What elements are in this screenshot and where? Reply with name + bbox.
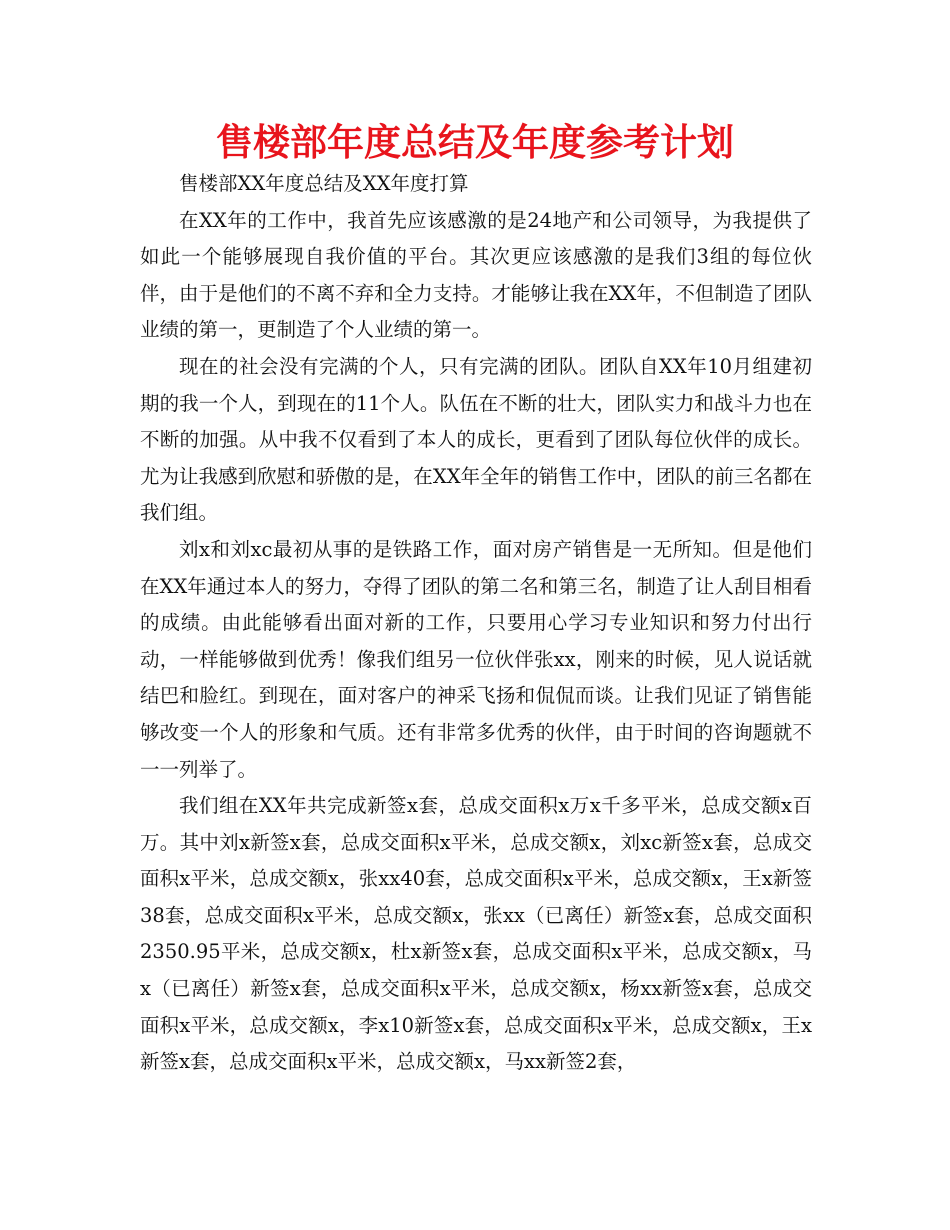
body-paragraph: 现在的社会没有完满的个人，只有完满的团队。团队自XX年10月组建初期的我一个人，到现在的11个人。队伍在不断的壮大，团队实力和战斗力也在不断的加强。从中我不仅看到了本人的成长，更看到了团队每位伙伴的成长。尤为让我感到欣慰和骄傲的是，在XX年全年的销售工作中，团队的前三名都在我们组。 (140, 354, 812, 525)
body-paragraph: 我们组在XX年共完成新签x套，总成交面积x万x千多平米，总成交额x百万。其中刘x新签x套，总成交面积x平米，总成交额x，刘xc新签x套，总成交面积x平米，总成交额x，张xx40套，总成交面积x平米，总成交额x，王x新签38套，总成交面积x平米，总成交额x，张xx（已离任）新签x套，总成交面积2350.95平米，总成交额x，杜x新签x套，总成交面积x平米，总成交额x，马x（已离任）新签x套，总成交面积x平米，总成交额x，杨xx新签x套，总成交面积x平米，总成交额x，李x10新签x套，总成交面积x平米，总成交额x，王x新签x套，总成交面积x平米，总成交额x，马xx新签2套， (140, 794, 812, 1074)
document-title: 售楼部年度总结及年度参考计划 (216, 121, 734, 164)
subtitle-paragraph: 售楼部XX年度总结及XX年度打算 (179, 172, 469, 195)
body-paragraph: 刘x和刘xc最初从事的是铁路工作，面对房产销售是一无所知。但是他们在XX年通过本人的努力，夺得了团队的第二名和第三名，制造了让人刮目相看的成绩。由此能够看出面对新的工作，只要用心学习专业知识和努力付出行动，一样能够做到优秀！像我们组另一位伙伴张xx，刚来的时候，见人说话就结巴和脸红。到现在，面对客户的神采飞扬和侃侃而谈。让我们见证了销售能够改变一个人的形象和气质。还有非常多优秀的伙伴，由于时间的咨询题就不一一列举了。 (140, 537, 812, 781)
document-body (140, 166, 812, 1081)
body-paragraph: 在XX年的工作中，我首先应该感激的是24地产和公司领导，为我提供了如此一个能够展现自我价值的平台。其次更应该感激的是我们3组的每位伙伴，由于是他们的不离不弃和全力支持。才能够让我在XX年，不但制造了团队业绩的第一，更制造了个人业绩的第一。 (140, 208, 812, 342)
